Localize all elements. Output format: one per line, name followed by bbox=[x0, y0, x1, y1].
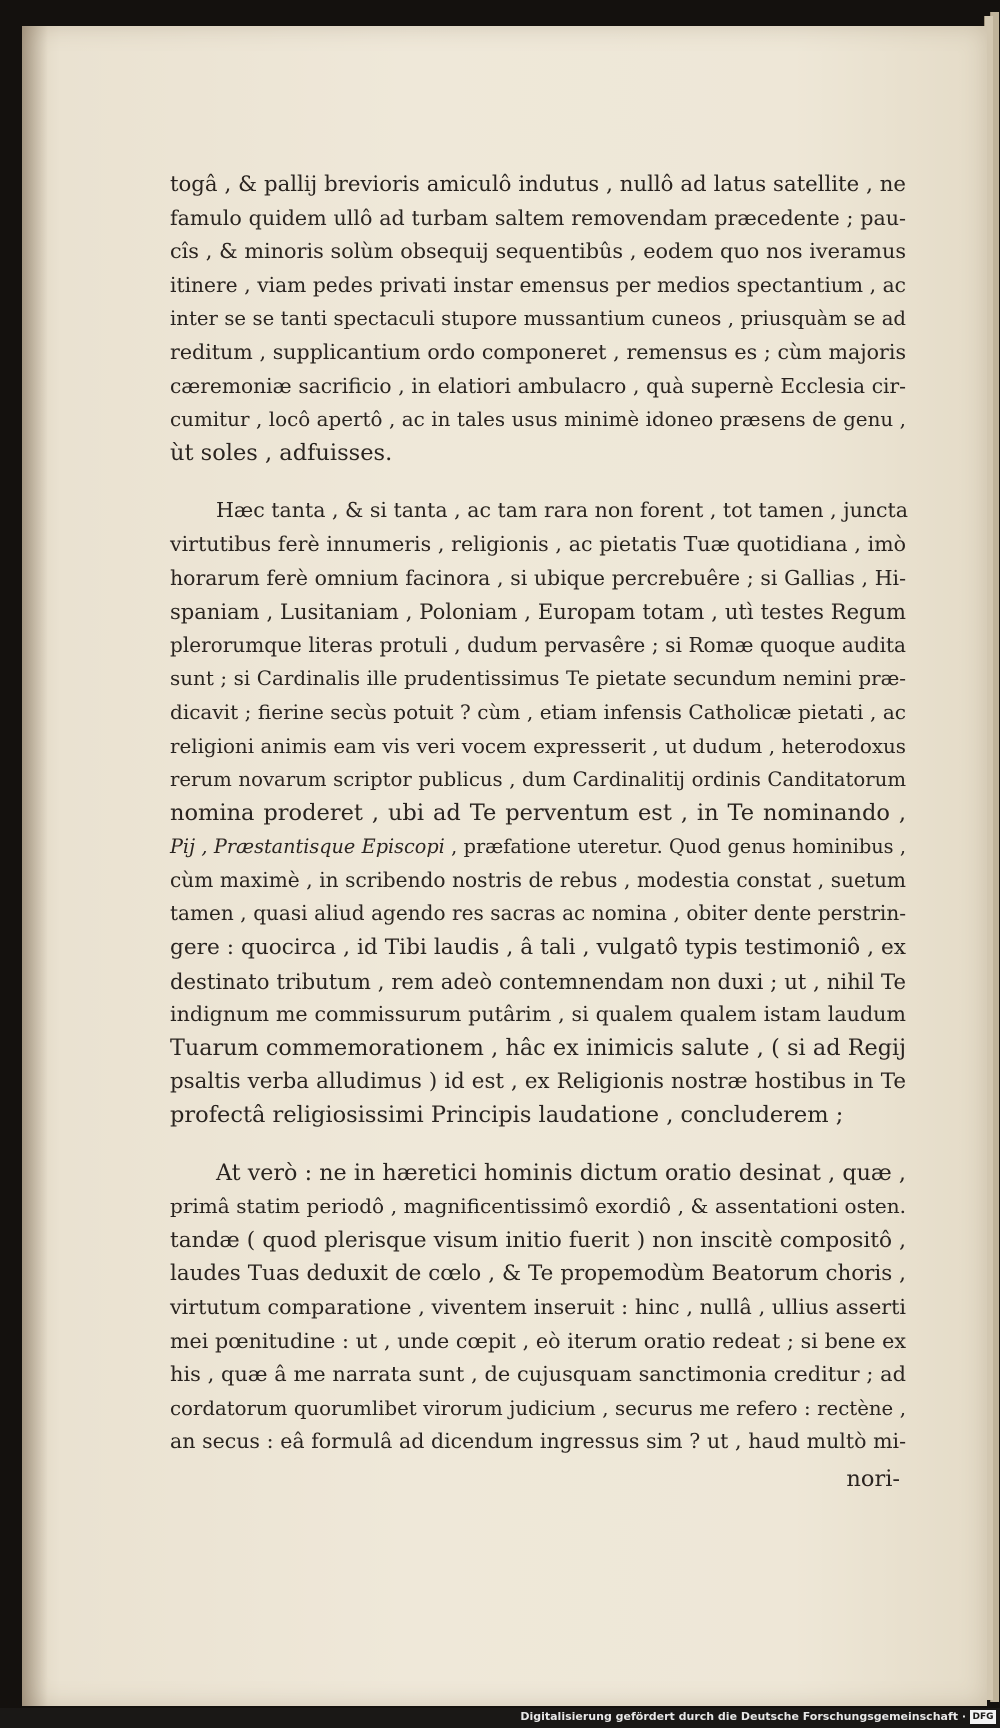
text-line: cîs , & minoris solùm obsequij sequentibûs , eodem quo nos iveramus bbox=[170, 239, 906, 264]
text-line: Tuarum commemorationem , hâc ex inimicis salute , ( si ad Regij bbox=[170, 1034, 906, 1061]
text-line: his , quæ â me narrata sunt , de cujusquam sanctimonia creditur ; ad bbox=[170, 1362, 906, 1387]
text-line: religioni animis eam vis veri vocem expresserit , ut dudum , heterodoxus bbox=[170, 734, 906, 758]
text-line: ùt soles , adfuisses. bbox=[170, 439, 393, 466]
text-line: dicavit ; fierine secùs potuit ? cùm , etiam infensis Catholicæ pietati , ac bbox=[170, 699, 906, 724]
paragraph-2 bbox=[170, 494, 909, 1132]
text-line: indignum me commissurum putârim , si qualem qualem istam laudum bbox=[170, 1002, 906, 1027]
book-page bbox=[22, 26, 987, 1706]
paragraph-3 bbox=[170, 1157, 906, 1459]
text-line: virtutibus ferè innumeris , religionis , ac pietatis Tuæ quotidiana , imò bbox=[170, 531, 906, 556]
catchword: nori- bbox=[846, 1465, 900, 1492]
text-line: reditum , supplicantium ordo componeret , remensus es ; cùm majoris bbox=[170, 339, 906, 364]
text-line: sunt ; si Cardinalis ille prudentissimus Te pietate secundum nemini præ- bbox=[170, 667, 906, 691]
text-line: famulo quidem ullô ad turbam saltem removendam præcedente ; pau- bbox=[170, 205, 906, 230]
text-line: cùm maximè , in scribendo nostris de rebus , modestia constat , suetum bbox=[170, 867, 906, 892]
dfg-logo: DFG bbox=[970, 1710, 996, 1724]
text-line: profectâ religiosissimi Principis laudatione , concluderem ; bbox=[170, 1102, 844, 1129]
text-line: psaltis verba alludimus ) id est , ex Religionis nostræ hostibus in Te bbox=[170, 1069, 906, 1095]
footer-bar bbox=[0, 1708, 1000, 1728]
text-line: primâ statim periodô , magnificentissimô exordiô , & assentationi osten. bbox=[170, 1194, 906, 1219]
text-line: virtutum comparatione , viventem inseruit : hinc , nullâ , ullius asserti bbox=[170, 1295, 906, 1319]
text-line: togâ , & pallij brevioris amiculô indutus , nullô ad latus satellite , ne bbox=[170, 172, 906, 197]
gutter-shadow bbox=[22, 26, 48, 1706]
text-line: horarum ferè omnium facinora , si ubique percrebuêre ; si Gallias , Hi- bbox=[170, 565, 906, 590]
text-line: mei pœnitudine : ut , unde cœpit , eò iterum oratio redeat ; si bene ex bbox=[170, 1328, 906, 1353]
text-line: cordatorum quorumlibet virorum judicium , securus me refero : rectène , bbox=[170, 1396, 906, 1420]
text-line: destinato tributum , rem adeò contemnendam non duxi ; ut , nihil Te bbox=[170, 968, 906, 994]
text-line: inter se se tanti spectaculi stupore mussantium cuneos , priusquàm se ad bbox=[170, 307, 906, 331]
text-line: rerum novarum scriptor publicus , dum Cardinalitij ordinis Canditatorum bbox=[170, 768, 906, 792]
text-line: tamen , quasi aliud agendo res sacras ac nomina , obiter dente perstrin- bbox=[170, 901, 906, 926]
text-line: Pij , Præstantisque Episcopi , præfatione uteretur. Quod genus hominibus , bbox=[170, 835, 906, 859]
text-line: spaniam , Lusitaniam , Poloniam , Europam totam , utì testes Regum bbox=[170, 599, 906, 625]
text-line: cumitur , locô apertô , ac in tales usus minimè idoneo præsens de genu , bbox=[170, 408, 906, 432]
text-line: an secus : eâ formulâ ad dicendum ingressus sim ? ut , haud multò mi- bbox=[170, 1429, 906, 1454]
text-line: At verò : ne in hæretici hominis dictum oratio desinat , quæ , bbox=[216, 1159, 906, 1186]
italic-phrase: Pij , Præstantisque Episcopi bbox=[170, 835, 445, 859]
paragraph-1 bbox=[170, 168, 906, 470]
text-line: itinere , viam pedes privati instar emensus per medios spectantium , ac bbox=[170, 272, 906, 297]
text-line: plerorumque literas protuli , dudum pervasêre ; si Romæ quoque audita bbox=[170, 632, 906, 657]
text-line: Hæc tanta , & si tanta , ac tam rara non forent , tot tamen , juncta bbox=[216, 498, 909, 523]
funding-credit: Digitalisierung gefördert durch die Deutsche Forschungsgemeinschaft · bbox=[520, 1710, 966, 1723]
text-line: laudes Tuas deduxit de cœlo , & Te propemodùm Beatorum choris , bbox=[170, 1261, 906, 1287]
page-text bbox=[170, 168, 909, 1497]
text-line: nomina proderet , ubi ad Te perventum est , in Te nominando , bbox=[170, 799, 906, 826]
text-line: cæremoniæ sacrificio , in elatiori ambulacro , quà supernè Ecclesia cir- bbox=[170, 373, 906, 398]
text-line: gere : quocirca , id Tibi laudis , â tali , vulgatô typis testimoniô , ex bbox=[170, 935, 906, 961]
text-line: tandæ ( quod plerisque visum initio fuerit ) non inscitè compositô , bbox=[170, 1227, 906, 1253]
